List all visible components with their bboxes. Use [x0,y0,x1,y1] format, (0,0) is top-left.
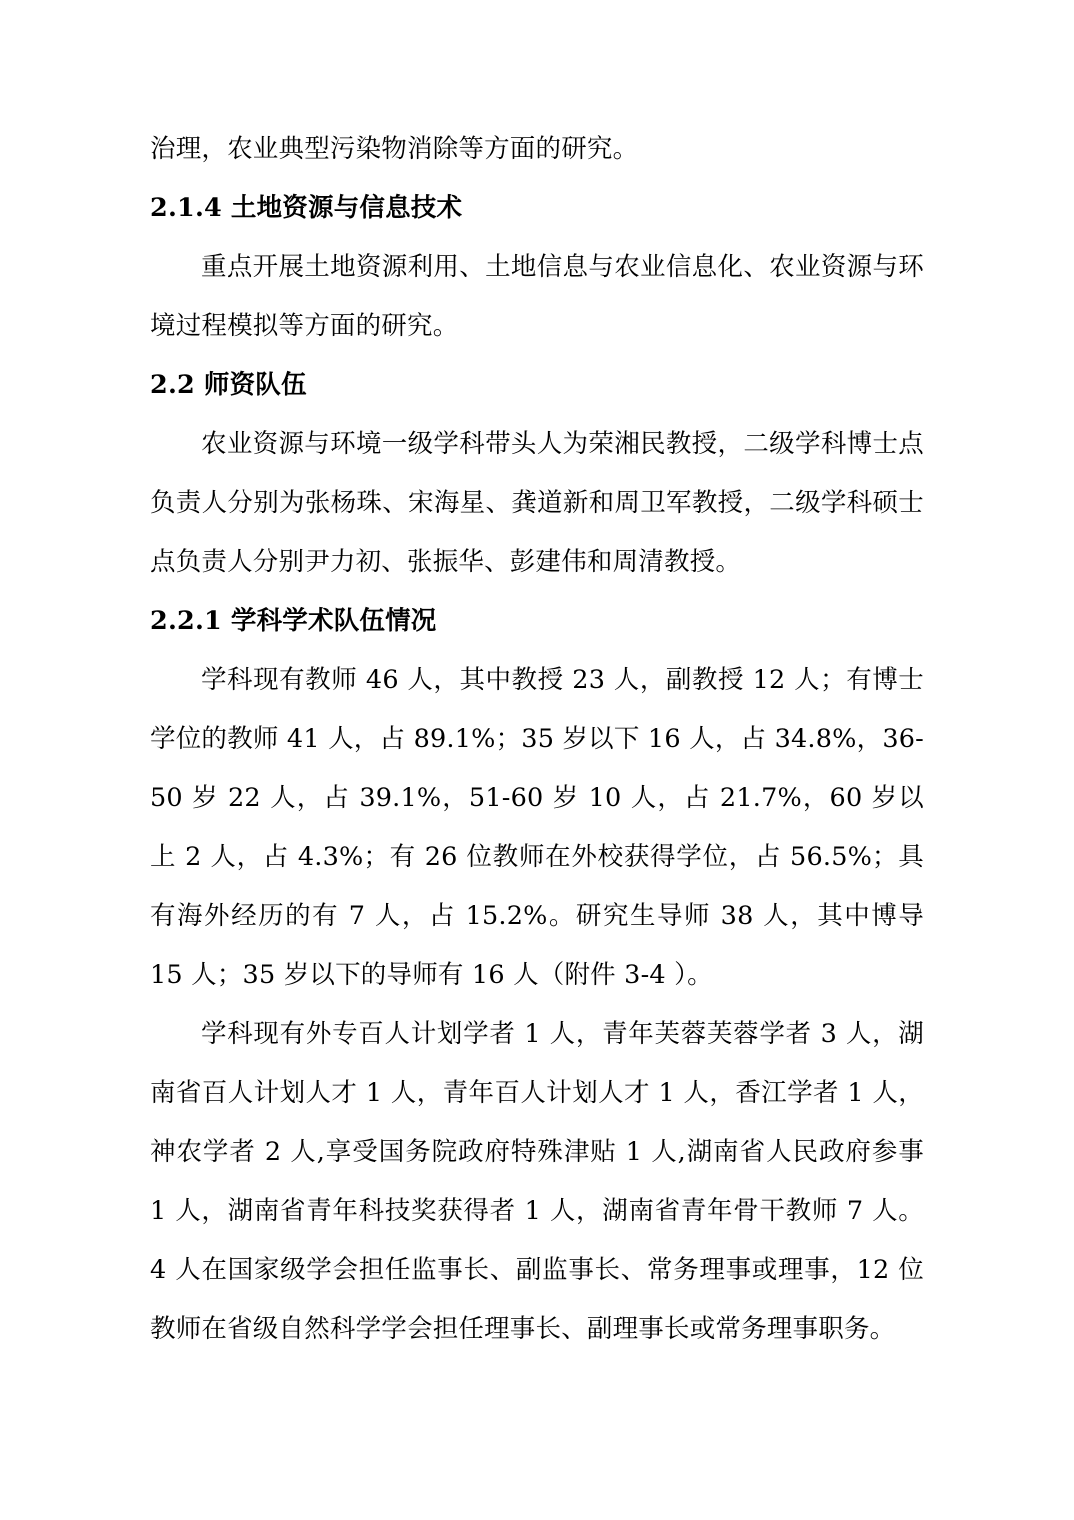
paragraph-faculty-stats: 学科现有教师 46 人，其中教授 23 人，副教授 12 人；有博士学位的教师 41 人，占 89.1%；35 岁以下 16 人，占 34.8%，36-50 岁 22 人，占 39.1%，51-60 岁 10 人，占 21.7%，60 岁以上 2 人，占 4.3%；有 26 位教师在外校获得学位，占 56.5%；具有海外经历的有 7 人，占 15.2%。研究生导师 38 人，其中博导 15 人；35 岁以下的导师有 16 人（附件 3-4 ）。 [150,665,924,990]
document-body [150,120,924,1359]
heading-number: 2.2.1 [150,606,222,636]
heading-2-2 [150,356,924,415]
heading-title: 学科学术队伍情况 [230,606,437,636]
paragraph-2-1-4: 重点开展土地资源利用、土地信息与农业信息化、农业资源与环境过程模拟等方面的研究。 [150,252,924,341]
heading-title: 师资队伍 [203,370,307,400]
heading-number: 2.2 [150,370,195,400]
paragraph-2-2: 农业资源与环境一级学科带头人为荣湘民教授，二级学科博士点负责人分别为张杨珠、宋海星、龚道新和周卫军教授，二级学科硕士点负责人分别尹力初、张振华、彭建伟和周清教授。 [150,429,924,577]
heading-2-1-4 [150,179,924,238]
heading-number: 2.1.4 [150,193,222,223]
heading-2-2-1 [150,592,924,651]
paragraph-continued: 治理，农业典型污染物消除等方面的研究。 [150,134,639,164]
paragraph-faculty-honors: 学科现有外专百人计划学者 1 人，青年芙蓉芙蓉学者 3 人，湖南省百人计划人才 1 人，青年百人计划人才 1 人，香江学者 1 人，神农学者 2 人,享受国务院政府特殊津贴 1 人,湖南省人民政府参事 1 人，湖南省青年科技奖获得者 1 人，湖南省青年骨干教师 7 人。4 人在国家级学会担任监事长、副监事长、常务理事或理事，12 位教师在省级自然科学学会担任理事长、副理事长或常务理事职务。 [150,1019,924,1344]
heading-title: 土地资源与信息技术 [230,193,463,223]
